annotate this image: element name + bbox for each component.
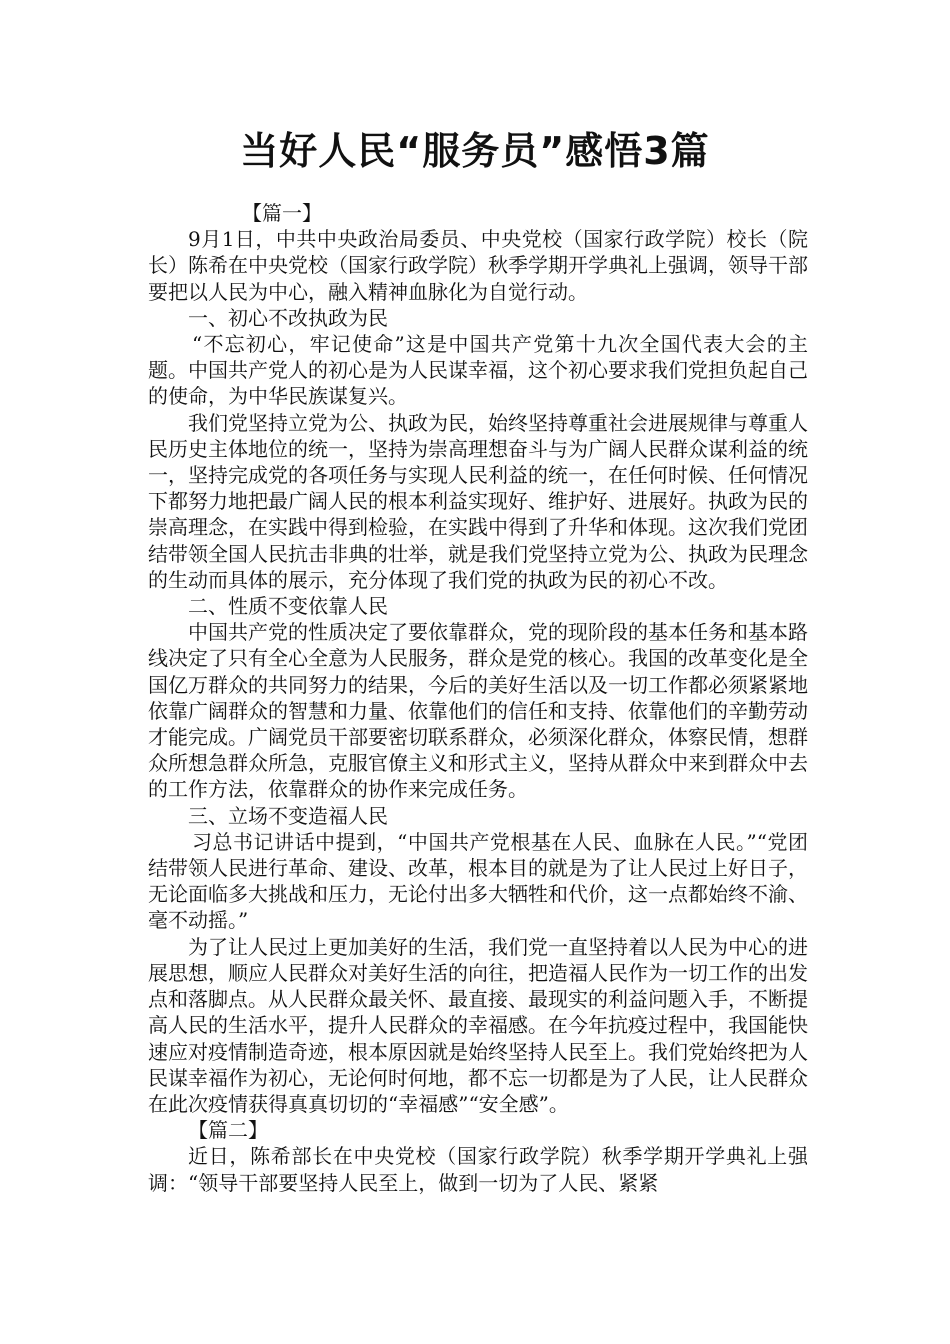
paragraph-1: 9月1日，中共中央政治局委员、中央党校（国家行政学院）校长（院长）陈希在中央党校（国家行政学院）秋季学期开学典礼上强调，领导干部要把以人民为中心，融入精神血脉化为自觉行动。 <box>148 227 808 304</box>
paragraph-3: 我们党坚持立党为公、执政为民，始终坚持尊重社会进展规律与尊重人民历史主体地位的统一，坚持为崇高理想奋斗与为广阔人民群众谋利益的统一，坚持完成党的各项任务与实现人民利益的统一，在任何时候、任何情况下都努力地把最广阔人民的根本利益实现好、维护好、进展好。执政为民的崇高理念，在实践中得到检验，在实践中得到了升华和体现。这次我们党团结带领全国人民抗击非典的壮举，就是我们党坚持立党为公、执政为民理念的生动而具体的展示，充分体现了我们党的执政为民的初心不改。 <box>148 410 808 592</box>
paragraph-5: 习总书记讲话中提到，“中国共产党根基在人民、血脉在人民。”“党团结带领人民进行革命、建设、改革，根本目的就是为了让人民过上好日子，无论面临多大挑战和压力，无论付出多大牺牲和代价，这一点都始终不渝、毫不动摇。” <box>148 829 808 933</box>
section-heading-2: 二、性质不变依靠人民 <box>188 594 388 619</box>
paragraph-6: 为了让人民过上更加美好的生活，我们党一直坚持着以人民为中心的进展思想，顺应人民群众对美好生活的向往，把造福人民作为一切工作的出发点和落脚点。从人民群众最关怀、最直接、最现实的利益问题入手，不断提高人民的生活水平，提升人民群众的幸福感。在今年抗疫过程中，我国能快速应对疫情制造奇迹，根本原因就是始终坚持人民至上。我们党始终把为人民谋幸福作为初心，无论何时何地，都不忘一切都是为了人民，让人民群众在此次疫情获得真真切切的“幸福感”“安全感”。 <box>148 934 808 1116</box>
section-heading-3: 三、立场不变造福人民 <box>188 803 388 828</box>
paragraph-4: 中国共产党的性质决定了要依靠群众，党的现阶段的基本任务和基本路线决定了只有全心全意为人民服务，群众是党的核心。我国的改革变化是全国亿万群众的共同努力的结果，今后的美好生活以及一切工作都必须紧紧地依靠广阔群众的智慧和力量、依靠他们的信任和支持、依靠他们的辛勤劳动才能完成。广阔党员干部要密切联系群众，必须深化群众，体察民情，想群众所想急群众所急，克服官僚主义和形式主义，坚持从群众中来到群众中去的工作方法，依靠群众的协作来完成任务。 <box>148 620 808 802</box>
document-body <box>148 200 808 1196</box>
part-label-2: 【篇二】 <box>188 1118 268 1143</box>
document-title: 当好人民“服务员”感悟3篇 <box>240 129 710 173</box>
part-label-1: 【篇一】 <box>242 201 322 225</box>
section-heading-1: 一、初心不改执政为民 <box>188 305 388 330</box>
paragraph-7: 近日，陈希部长在中央党校（国家行政学院）秋季学期开学典礼上强调：“领导干部要坚持人民至上，做到一切为了人民、紧紧 <box>148 1144 808 1195</box>
paragraph-2: “不忘初心，牢记使命”这是中国共产党第十九次全国代表大会的主题。中国共产党人的初心是为人民谋幸福，这个初心要求我们党担负起自己的使命，为中华民族谋复兴。 <box>148 332 808 409</box>
